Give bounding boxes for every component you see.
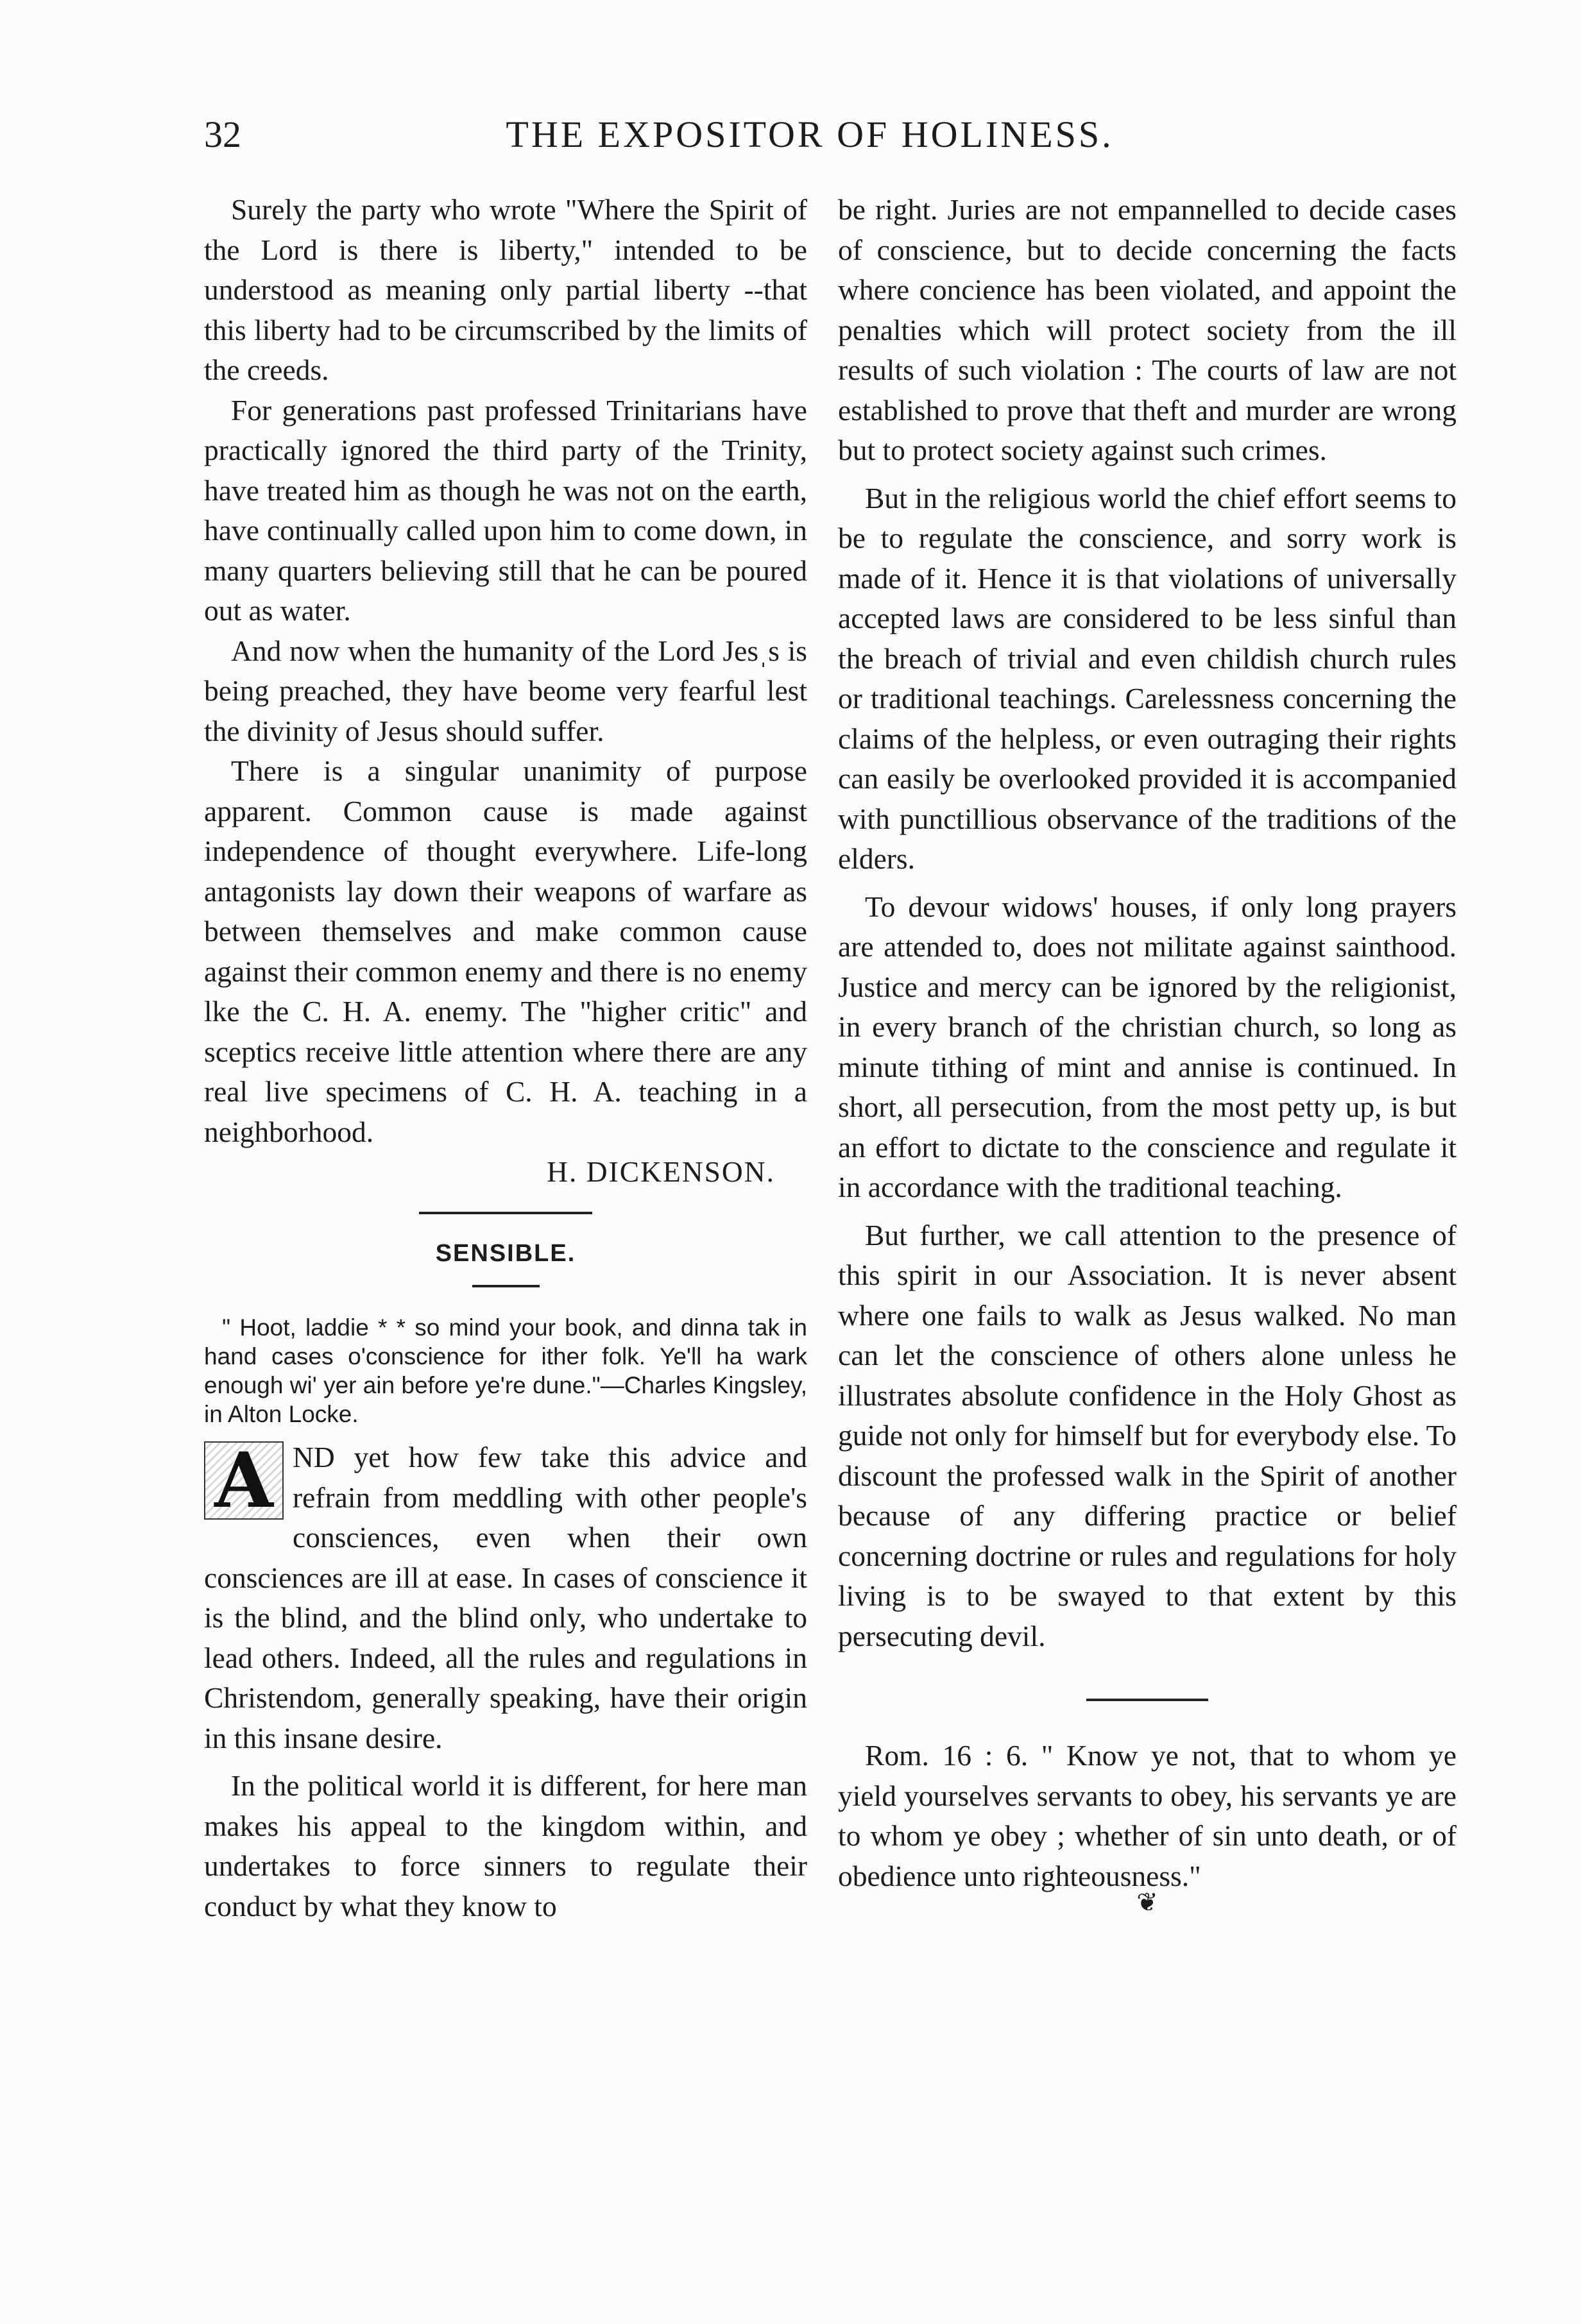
epigraph-quote: " Hoot, laddie * * so mind your book, and dinna tak in hand cases o'conscience for ither folk. Ye'll ha wark enough wi' yer ain before ye're dune."—Charles Kingsley, in Alton Locke. [204, 1314, 807, 1427]
paragraph: To devour widows' houses, if only long prayers are attended to, does not militate against sainthood. Justice and mercy can be ignored by the religionist, in every branch of the christian church, so long as minute tithing of mint and annise is continued. In short, all persecution, from the most petty up, is but an effort to dictate to the conscience and regulate it in accordance with the traditional teaching. [838, 890, 1457, 1203]
page-number: 32 [204, 114, 241, 155]
left-column [204, 190, 807, 1926]
heading-underline [472, 1285, 540, 1287]
paragraph-continuation: be right. Juries are not empannelled to decide cases of conscience, but to decide concerning the facts where concience has been violated, and appoint the penalties which will protect society from the ill results of such violation : The courts of law are not established to prove that theft and murder are wrong but to protect society against such crimes. [838, 193, 1457, 466]
paragraph: But in the religious world the chief effort seems to be to regulate the conscience, and sorry work is made of it. Hence it is that violations of universally accepted laws are considered to be less sinful than the breach of trivial and even childish church rules or traditional teachings. Carelessness concerning the claims of the helpless, or even outraging their rights can easily be overlooked provided it is accompanied with punctillious observance of the traditions of the elders. [838, 481, 1457, 875]
paragraph: In the political world it is different, for here man makes his appeal to the kingdom within, and undertakes to force sinners to regulate their conduct by what they know to [204, 1769, 807, 1922]
author-signature: H. DICKENSON. [547, 1155, 775, 1188]
paragraph-text: ND yet how few take this advice and refrain from meddling with other people's consciences, even when their own consciences are ill at ease. In cases of conscience it is the blind, and the blind only, who undertake to lead others. Indeed, all the rules and regulations in Christendom, generally speaking, have their origin in this insane desire. [204, 1441, 807, 1754]
paragraph: Surely the party who wrote "Where the Spirit of the Lord is there is liberty," intended to be understood as meaning only partial liberty --that this liberty had to be circumscribed by the limits of the creeds. [204, 193, 807, 386]
running-title: THE EXPOSITOR OF HOLINESS. [506, 114, 1114, 155]
right-column [838, 190, 1457, 1915]
paragraph: And now when the humanity of the Lord Jesˌs is being preached, they have beome very fearful lest the divinity of Jesus should suffer. [204, 634, 807, 747]
section-heading: SENSIBLE. [435, 1239, 576, 1267]
paragraph: For generations past professed Trinitarians have practically ignored the third party of the Trinity, have treated him as though he was not on the earth, have continually called upon him to come down, in many quarters believing still that he can be poured out as water. [204, 393, 807, 627]
ornamental-dropcap: A [204, 1441, 284, 1520]
paragraph-with-dropcap [204, 1438, 807, 1758]
section-divider [419, 1212, 592, 1214]
paragraph: There is a singular unanimity of purpose apparent. Common cause is made against independence of thought everywhere. Life-long antagonists lay down their weapons of warfare as between themselves and make common cause against their common enemy and there is no enemy lke the C. H. A. enemy. The "higher critic" and sceptics receive little attention where there are any real live specimens of C. H. A. teaching in a neighborhood. [204, 754, 807, 1148]
section-divider [1086, 1699, 1208, 1701]
ornament-icon: ❦ [1136, 1888, 1158, 1917]
closing-verse: Rom. 16 : 6. " Know ye not, that to whom ye yield yourselves servants to obey, his servants ye are to whom ye obey ; whether of sin unto death, or of obedience unto righteousness." [838, 1739, 1457, 1892]
paragraph: But further, we call attention to the presence of this spirit in our Association. It is never absent where one fails to walk as Jesus walked. No man can let the conscience of others alone unless he illustrates absolute confidence in the Holy Ghost as guide not only for himself but for everybody else. To discount the professed walk in the Spirit of another because of any differing practice or belief concerning doctrine or rules and regulations for holy living is to be swayed to that extent by this persecuting devil. [838, 1218, 1457, 1652]
